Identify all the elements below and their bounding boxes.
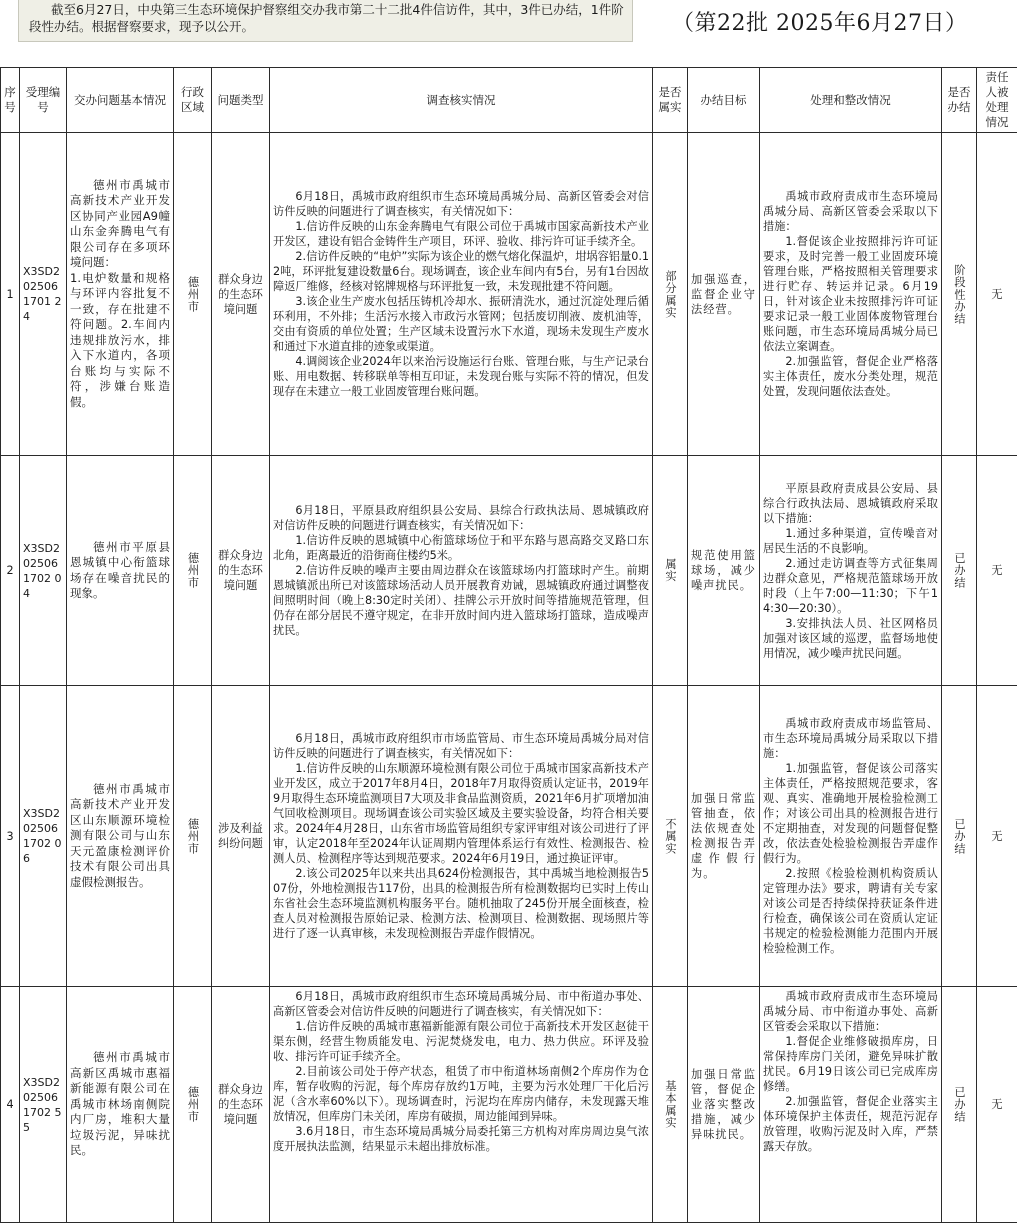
row-seq: 3 xyxy=(1,686,20,987)
row-type: 涉及利益纠纷问题 xyxy=(212,686,270,987)
issue-rest: 1.电炉数量和规格与环评内容批复不一致，存在批建不符问题。2.车间内违规排放污水，排入下水道内，各项台账均与实际不符，涉嫌台账造假。 xyxy=(70,271,170,409)
header-accountability: 责任人被处理情况 xyxy=(977,68,1017,133)
row-verified xyxy=(653,133,688,456)
investigation-para: 3.该企业生产废水包括压铸机冷却水、振研清洗水，通过沉淀处理后循环利用，不外排；生活污水接入市政污水管网；包括废切削液、废机油等，交由有资质的单位处置；生产区域未设置污水下水道，现场未发现生产废水和通过下水道直排的迹象或渠道。 xyxy=(273,294,649,354)
header-issue: 交办问题基本情况 xyxy=(67,68,174,133)
row-handling xyxy=(760,686,942,987)
handling-para: 2.通过走访调查等方式征集周边群众意见，严格规范篮球场开放时段（上午7:00—11:30；下午14:30—20:30）。 xyxy=(763,556,938,616)
row-seq: 4 xyxy=(1,987,20,1223)
issue-lead: 德州市禹城市高新区禹城市惠福新能源有限公司在禹城市林场南侧院内厂房，堆积大量垃圾污泥，异味扰民。 xyxy=(70,1050,170,1159)
row-issue xyxy=(67,987,174,1223)
handling-para: 2.按照《检验检测机构资质认定管理办法》要求，聘请有关专家对该公司是否持续保持获证条件进行检查，确保该公司在资质认定证书规定的检验检测能力范围内开展检验检测工作。 xyxy=(763,866,938,956)
handling-para: 禹城市政府责成市生态环境局禹城分局、高新区管委会采取以下措施： xyxy=(763,189,938,234)
handling-para: 1.通过多种渠道，宣传噪音对居民生活的不良影响。 xyxy=(763,526,938,556)
investigation-para: 1.信访件反映的恩城镇中心衔篮球场位于和平东路与恩高路交叉路口东北角，距离最近的沿街商住楼约5米。 xyxy=(273,533,649,563)
row-done xyxy=(942,987,977,1223)
handling-para: 禹城市政府责成市场监管局、市生态环境局禹城分局采取以下措施： xyxy=(763,716,938,761)
investigation-para: 1.信访件反映的禹城市惠福新能源有限公司位于高新技术开发区赵徒干渠东侧，经营生物质能发电、污泥焚烧发电，电力、热力供应。环评及验收、排污许可证手续齐全。 xyxy=(273,1019,649,1064)
table-header xyxy=(1,68,1017,133)
row-handling xyxy=(760,987,942,1223)
verified-text: 基本属实 xyxy=(663,1080,677,1129)
row-done xyxy=(942,686,977,987)
table-row xyxy=(1,686,1017,987)
row-handling xyxy=(760,456,942,686)
investigation-para: 3.6月18日，市生态环境局禹城分局委托第三方机构对库房周边臭气浓度开展执法监测，结果显示未超出排放标准。 xyxy=(273,1124,649,1154)
row-target: 加强巡查，监督企业守法经营。 xyxy=(688,133,760,456)
row-handling xyxy=(760,133,942,456)
investigation-para: 1.信访件反映的山东金奔腾电气有限公司位于禹城市国家高新技术产业开发区，建设有铝合金铸件生产项目，环评、验收、排污许可证手续齐全。 xyxy=(273,219,649,249)
row-code: X3SD2025061702 06 xyxy=(20,686,67,987)
header-code: 受理编号 xyxy=(20,68,67,133)
row-done xyxy=(942,456,977,686)
investigation-para: 6月18日，禹城市政府组织市生态环境局禹城分局、市中衔道办事处、高新区管委会对信访件反映的问题进行了调查核实，有关情况如下： xyxy=(273,989,649,1019)
done-text: 已办结 xyxy=(952,818,966,855)
intro-text: 截至6月27日，中央第三生态环境保护督察组交办我市第二十二批4件信访件，其中，3件已办结，1件阶段性办结。根据督察要求，现予以公开。 xyxy=(18,0,633,42)
region-text: 德州市 xyxy=(186,552,200,589)
handling-para: 1.督促该企业按照排污许可证要求，及时完善一般工业固废环境管理台账，严格按照相关管理要求进行贮存、转运并记录。6月19日，针对该企业未按照排污许可证要求记录一般工业固体废物管理台账问题，市生态环境局禹城分局已依法立案调查。 xyxy=(763,234,938,354)
handling-para: 3.安排执法人员、社区网格员加强对该区域的巡逻，监督场地使用情况，减少噪声扰民问题。 xyxy=(763,616,938,661)
row-accountability: 无 xyxy=(977,456,1017,686)
investigation-para: 2.信访件反映的噪声主要由周边群众在该篮球场内打篮球时产生。前期恩城镇派出所已对该篮球场活动人员开展教育劝诫，恩城镇政府通过调整夜间照明时间（晚上8:30定时关闭）、挂牌公示开放时间等措施规范管理，但仍存在部分居民不遵守规定，在非开放时间内进入篮球场打篮球，造成噪声扰民。 xyxy=(273,563,649,638)
investigation-para: 6月18日，平原县政府组织县公安局、县综合行政执法局、恩城镇政府对信访件反映的问题进行调查核实，有关情况如下： xyxy=(273,503,649,533)
row-accountability: 无 xyxy=(977,987,1017,1223)
header-handling: 处理和整改情况 xyxy=(760,68,942,133)
investigation-para: 6月18日，禹城市政府组织市生态环境局禹城分局、高新区管委会对信访件反映的问题进行了调查核实，有关情况如下： xyxy=(273,189,649,219)
batch-title: （第22批 2025年6月27日） xyxy=(672,6,1012,37)
region-text: 德州市 xyxy=(186,818,200,855)
row-accountability: 无 xyxy=(977,686,1017,987)
row-target: 加强日常监管，督促企业落实整改措施，减少异味扰民。 xyxy=(688,987,760,1223)
table-row xyxy=(1,456,1017,686)
row-issue xyxy=(67,133,174,456)
investigation-para: 2.信访件反映的“电炉”实际为该企业的燃气熔化保温炉，坩埚容铝量0.12吨，环评批复建设数量6台。现场调查，该企业车间内有5台，另有1台因故障返厂维修，经核对铭牌规格与环评批复一致，未发现批建不符问题。 xyxy=(273,249,649,294)
header-target: 办结目标 xyxy=(688,68,760,133)
row-verified xyxy=(653,987,688,1223)
row-done xyxy=(942,133,977,456)
row-code: X3SD2025061701 24 xyxy=(20,133,67,456)
header-verified: 是否属实 xyxy=(653,68,688,133)
row-investigation xyxy=(270,133,653,456)
row-type: 群众身边的生态环境问题 xyxy=(212,133,270,456)
verified-text: 不属实 xyxy=(663,818,677,855)
verified-text: 部分属实 xyxy=(663,270,677,319)
table-row xyxy=(1,987,1017,1223)
header-type: 问题类型 xyxy=(212,68,270,133)
row-code: X3SD2025061702 55 xyxy=(20,987,67,1223)
header-investigation: 调查核实情况 xyxy=(270,68,653,133)
handling-para: 1.督促企业维修破损库房，日常保持库房门关闭，避免异味扩散扰民。6月19日该公司已完成库房修缮。 xyxy=(763,1034,938,1094)
row-code: X3SD2025061702 04 xyxy=(20,456,67,686)
row-type: 群众身边的生态环境问题 xyxy=(212,987,270,1223)
handling-para: 1.加强监管，督促该公司落实主体责任，严格按照规范要求，客观、真实、准确地开展检验检测工作；对该公司出具的检测报告进行不定期抽查，对发现的问题督促整改，依法查处检验检测报告弄虚作假行为。 xyxy=(763,761,938,866)
row-accountability: 无 xyxy=(977,133,1017,456)
handling-para: 禹城市政府责成市生态环境局禹城分局、市中衔道办事处、高新区管委会采取以下措施： xyxy=(763,989,938,1034)
row-seq: 2 xyxy=(1,456,20,686)
row-investigation xyxy=(270,987,653,1223)
issue-lead: 德州市禹城市高新技术产业开发区协同产业园A9幢山东金奔腾电气有限公司存在多项环境问题： xyxy=(70,178,170,271)
row-region xyxy=(174,987,212,1223)
petition-table xyxy=(0,67,1017,1223)
table-row xyxy=(1,133,1017,456)
handling-para: 平原县政府责成县公安局、县综合行政执法局、恩城镇政府采取以下措施： xyxy=(763,481,938,526)
investigation-para: 1.信访件反映的山东顺源环境检测有限公司位于禹城市国家高新技术产业开发区，成立于2017年8月4日，2018年7月取得资质认定证书，2019年9月取得生态环境监测项目7大项及非食品监测资质，2021年6月扩项增加油气回收检测项目。现场调查该公司实验区域及主要实验设备，均符合相关要求。2024年4月28日，山东省市场监管局组织专家评审组对该公司进行了评审，认定2018年至2024年认证周期内管理体系运行有效性、检测报告、检测人员、检测程序等达到规范要求。2024年6月19日，通过换证评审。 xyxy=(273,761,649,866)
done-text: 已办结 xyxy=(952,1086,966,1123)
investigation-para: 6月18日，禹城市政府组织市市场监管局、市生态环境局禹城分局对信访件反映的问题进行了调查核实，有关情况如下： xyxy=(273,731,649,761)
row-region xyxy=(174,686,212,987)
investigation-para: 2.该公司2025年以来共出具624份检测报告，其中禹城当地检测报告507份，外地检测报告117份，出具的检测报告所有检测数据均已实时上传山东省社会生态环境监测机构服务平台。随机抽取了245份开展全面核查，检查人员对检测报告原始记录、检测方法、检测项目、检测数据、现场照片等进行了逐一认真审核，未发现检测报告弄虚作假情况。 xyxy=(273,866,649,941)
handling-para: 2.加强监管，督促企业严格落实主体责任，废水分类处理，规范处置，发现问题依法查处。 xyxy=(763,354,938,399)
row-seq: 1 xyxy=(1,133,20,456)
handling-para: 2.加强监管，督促企业落实主体环境保护主体责任，规范污泥存放管理，收购污泥及时入库，严禁露天存放。 xyxy=(763,1094,938,1154)
region-text: 德州市 xyxy=(186,276,200,313)
row-region xyxy=(174,133,212,456)
row-type: 群众身边的生态环境问题 xyxy=(212,456,270,686)
row-verified xyxy=(653,686,688,987)
row-issue xyxy=(67,686,174,987)
header-region: 行政区域 xyxy=(174,68,212,133)
region-text: 德州市 xyxy=(186,1086,200,1123)
row-target: 规范使用篮球场，减少噪声扰民。 xyxy=(688,456,760,686)
row-verified xyxy=(653,456,688,686)
row-region xyxy=(174,456,212,686)
verified-text: 属实 xyxy=(663,558,677,582)
done-text: 阶段性办结 xyxy=(952,264,966,325)
issue-lead: 德州市禹城市高新技术产业开发区山东顺源环境检测有限公司与山东天元盈康检测评价技术有限公司出具虚假检测报告。 xyxy=(70,782,170,891)
row-issue xyxy=(67,456,174,686)
row-target: 加强日常监管抽查，依法依规查处检测报告弄虚作假行为。 xyxy=(688,686,760,987)
header-seq: 序号 xyxy=(1,68,20,133)
row-investigation xyxy=(270,686,653,987)
header-done: 是否办结 xyxy=(942,68,977,133)
done-text: 已办结 xyxy=(952,552,966,589)
row-investigation xyxy=(270,456,653,686)
investigation-para: 4.调阅该企业2024年以来治污设施运行台账、管理台账，与生产记录台账、用电数据、转移联单等相互印证，未发现台账与实际不符的情况，但发现存在未建立一般工业固废管理台账问题。 xyxy=(273,354,649,399)
investigation-para: 2.目前该公司处于停产状态，租赁了市中衔道林场南侧2个库房作为仓库，暂存收购的污泥，每个库房存放约1万吨，主要为污水处理厂干化后污泥（含水率60%以下）。现场调查时，污泥均在库房内储存，未发现露天堆放情况，但库房门未关闭，库房有破损，周边能闻到异味。 xyxy=(273,1064,649,1124)
issue-lead: 德州市平原县恩城镇中心衔篮球场存在噪音扰民的现象。 xyxy=(70,540,170,602)
